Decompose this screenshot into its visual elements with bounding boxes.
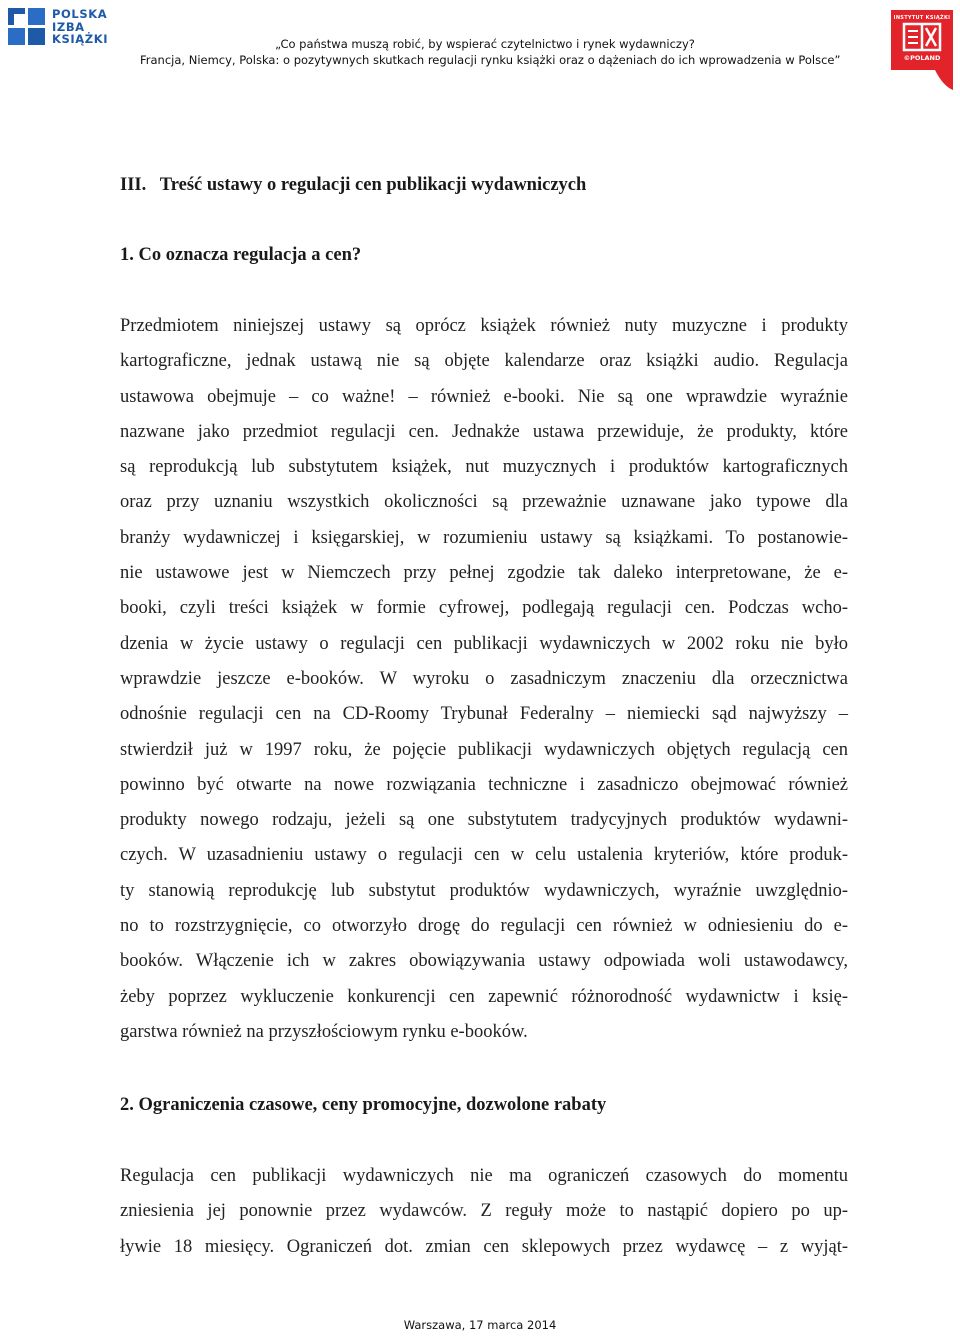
text-line: no to rozstrzygnięcie, co otworzyło drogę do regulacji cen również w odniesieniu do e- (120, 916, 848, 937)
text-line: ustawowa obejmuje – co ważne! – również e-booki. Nie są one wprawdzie wyraźnie (120, 386, 848, 407)
instytut-ksiazki-logo (891, 10, 953, 92)
book-mark-icon (891, 10, 953, 92)
logo-squares-icon (8, 8, 46, 46)
subsection-title-2: 2. Ograniczenia czasowe, ceny promocyjne, dozwolone rabaty (120, 1095, 607, 1115)
logo-bottom-label: ©POLAND (903, 54, 941, 62)
text-line: ty stanowią reprodukcję lub substytut produktów wydawniczych, wyraźnie uwzględnio- (120, 880, 848, 901)
text-line: zniesienia jej ponownie przez wydawców. Z reguły może to nastąpić dopiero po up- (120, 1201, 848, 1222)
text-line: branży wydawniczej i księgarskiej, w rozumieniu ustawy są książkami. To postanowie- (120, 527, 848, 548)
polska-izba-ksiazki-logo (8, 8, 130, 46)
logo-line: POLSKA (52, 7, 108, 21)
running-header (140, 36, 841, 68)
text-line: Regulacja cen publikacji wydawniczych nie ma ograniczeń czasowych do momentu (120, 1166, 848, 1186)
text-line: nie ustawowe jest w Niemczech przy pełnej zgodzie tak daleko interpretowane, że e- (120, 563, 848, 584)
text-line: produkty nowego rodzaju, jeżeli są one substytutem tradycyjnych produktów wydawni- (120, 810, 848, 831)
text-line: kartograficzne, jednak ustawą nie są objęte kalendarze oraz książki audio. Regulacja (120, 351, 848, 372)
text-line: Przedmiotem niniejszej ustawy są oprócz książek również nuty muzyczne i produkty (120, 316, 848, 336)
text-line: czych. W uzasadnieniu ustawy o regulacji cen w celu ustalenia kryteriów, które produk- (120, 845, 848, 866)
text-line: wprawdzie jeszcze e-booków. W wyroku o zasadniczym znaczeniu dla orzecznictwa (120, 668, 848, 689)
text-line: żeby poprzez wykluczenie konkurencji cen zapewnić różnorodność wydawnictw i księ- (120, 986, 848, 1007)
text-line: garstwa również na przyszłościowym rynku e-booków. (120, 1021, 528, 1042)
text-line: stwierdził już w 1997 roku, że pojęcie publikacji wydawniczych objętych regulacją cen (120, 739, 848, 760)
text-line: booki, czyli treści książek w formie cyfrowej, podlegają regulacji cen. Podczas wcho- (120, 598, 848, 619)
header-line-2: Francja, Niemcy, Polska: o pozytywnych skutkach regulacji rynku książki oraz o dążeniach do ich wprowadzenia w Polsce” (140, 53, 841, 67)
paragraph-1 (120, 309, 848, 1050)
footer-date: Warszawa, 17 marca 2014 (403, 1318, 557, 1332)
text-line: nazwane jako przedmiot regulacji cen. Jednakże ustawa przewiduje, że produkty, które (120, 421, 848, 442)
paragraph-2 (120, 1159, 848, 1265)
text-line: ływie 18 miesięcy. Ograniczeń dot. zmian cen sklepowych przez wydawcę – z wyjąt- (120, 1236, 848, 1257)
text-line: odnośnie regulacji cen na CD-Roomy Trybunał Federalny – niemiecki sąd najwyższy – (120, 704, 848, 725)
logo-line: KSIĄŻKI (52, 32, 109, 46)
text-line: dzenia w życie ustawy o regulacji cen publikacji wydawniczych w 2002 roku nie było (120, 633, 848, 654)
text-line: oraz przy uznaniu wszystkich okoliczności są przeważnie uznawane jako typowe dla (120, 492, 848, 513)
section-title: III. Treść ustawy o regulacji cen publikacji wydawniczych (120, 175, 587, 195)
subsection-title-1: 1. Co oznacza regulacja a cen? (120, 245, 362, 265)
logo-wordmark (52, 8, 132, 46)
logo-line: IZBA (52, 19, 85, 34)
text-line: powinno być otwarte na nowe rozwiązania techniczne i zasadniczo obejmować również (120, 774, 848, 795)
header-line-1: „Co państwa muszą robić, by wspierać czytelnictwo i rynek wydawniczy? (275, 37, 695, 51)
text-line: booków. Włączenie ich w zakres obowiązywania ustawy odpowiada woli ustawodawcy, (120, 951, 848, 972)
logo-top-label: INSTYTUT KSIĄŻKI (893, 15, 951, 21)
text-line: są reprodukcją lub substytutem książek, nut muzycznych i produktów kartograficznych (120, 457, 848, 478)
